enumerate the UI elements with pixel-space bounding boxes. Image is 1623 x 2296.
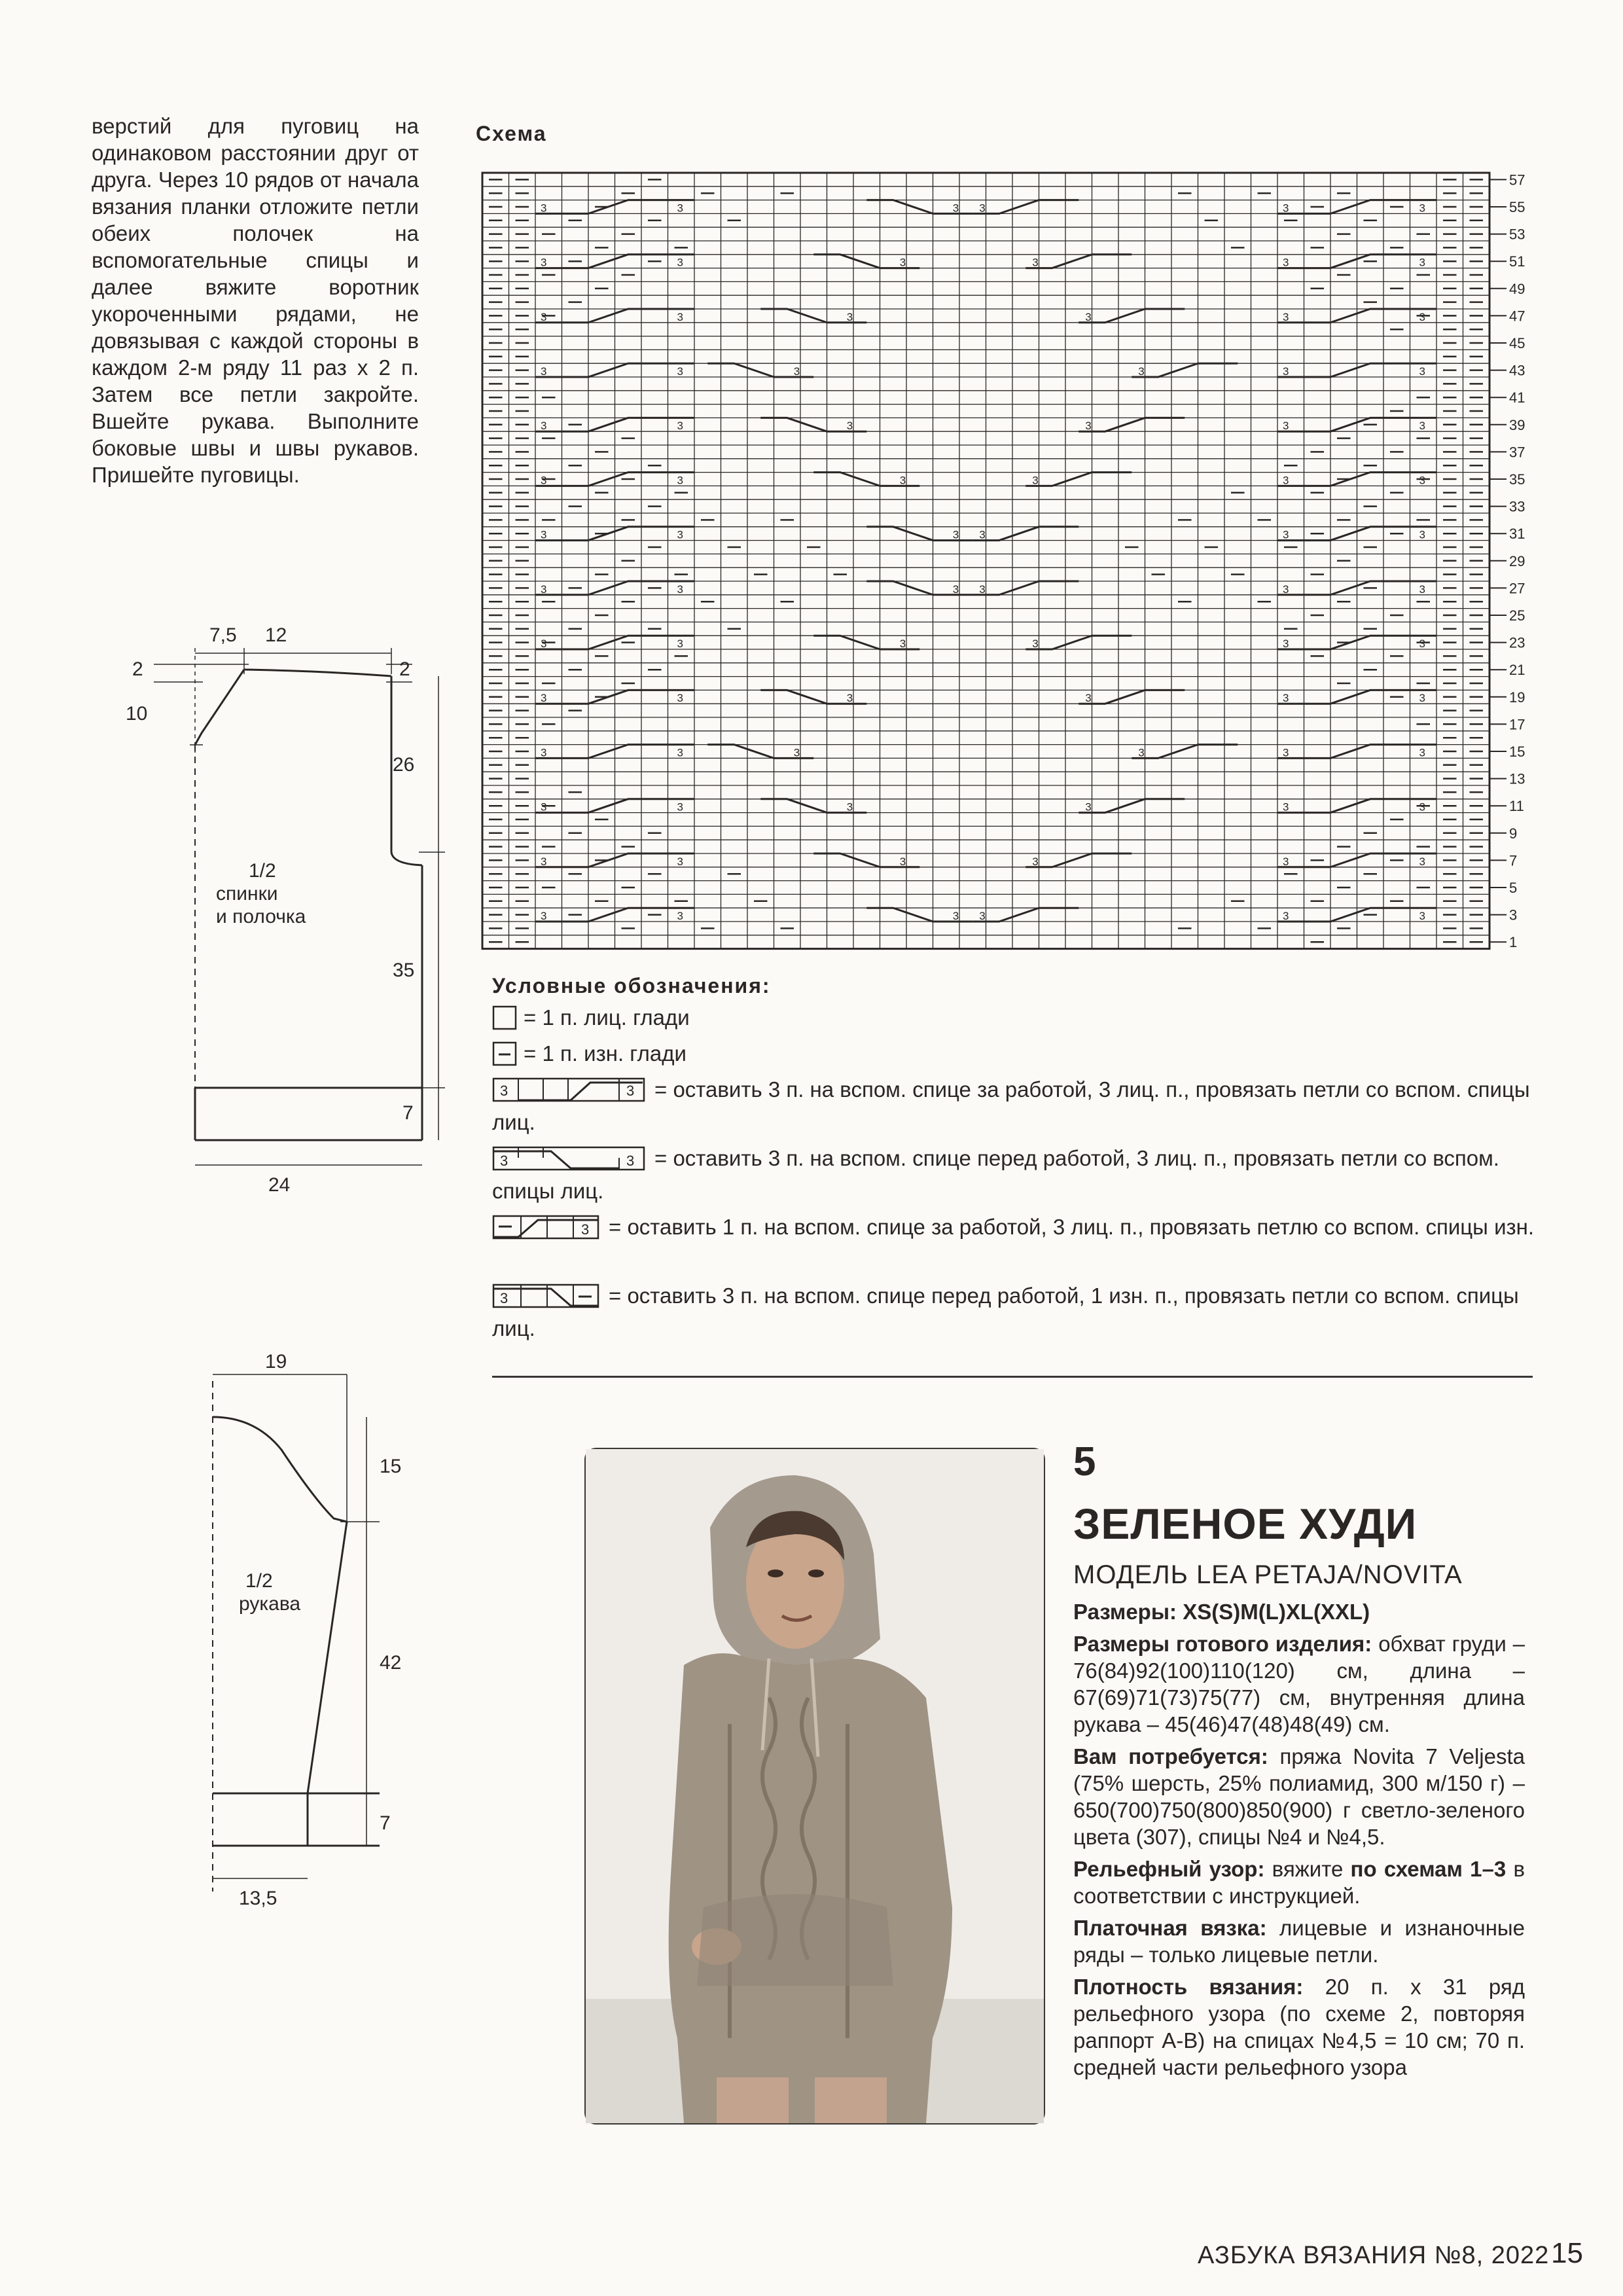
cable-count-label: 3 [1419,746,1425,759]
cable-count-label: 3 [677,746,683,759]
cable-count-label: 3 [1283,202,1289,215]
cable-count-label: 3 [952,528,959,541]
cable-count-label: 3 [1085,420,1092,433]
cable-count-label: 3 [1419,474,1425,487]
legend-item-cable-purl-back: 3 = оставить 1 п. на вспом. спице за работой, 3 лиц. п., провязать петлю со вспом. спицы изн. [492,1211,1539,1244]
svg-text:3: 3 [500,1290,508,1306]
row-number: 19 [1509,689,1525,706]
cable-count-label: 3 [541,310,547,323]
cable-count-label: 3 [899,855,906,868]
cable-count-label: 3 [846,310,853,323]
svg-text:3: 3 [581,1221,590,1238]
cable-count-label: 3 [677,420,683,433]
page-number: 15 [1551,2237,1583,2269]
sleeve-pattern-diagram [183,1351,445,1931]
row-number: 39 [1509,416,1525,433]
body-pattern-diagram [111,602,438,1217]
cable-count-label: 3 [1283,256,1289,269]
diamond-cable-right [972,908,1079,922]
diamond-cable-right [1026,255,1132,268]
cable-count-label: 3 [899,637,906,650]
model-in-hoodie-image [586,1449,1044,2123]
cable-count-label: 3 [1283,692,1289,705]
row-number: 21 [1509,662,1525,679]
cable-count-label: 3 [541,202,547,215]
cable-count-label: 3 [541,746,547,759]
row-number: 37 [1509,444,1525,461]
dim-15: 15 [380,1456,402,1477]
row-number: 53 [1509,226,1525,243]
cable-count-label: 3 [541,692,547,705]
cable-count-label: 3 [1138,746,1145,759]
cable-count-label: 3 [952,202,959,215]
cable-count-label: 3 [677,583,683,596]
row-number: 57 [1509,171,1525,188]
intro-paragraph: верстий для пуговиц на одинаковом расстоянии друг от друга. Через 10 рядов от начала вязания планки отложите петли обеих полочек на вспомогательные спицы и далее вяжите воротник укороченными рядами, не довязывая с каждой стороны в каждом 2-м ряду 11 раз x 2 п. Затем все петли закройте. Вшейте рукава. Выполните боковые швы и швы рукавов. Пришейте пуговицы. [92,114,419,487]
sleeve-label-2: рукава [239,1593,301,1615]
cable-count-label: 3 [1283,365,1289,378]
cable-count-label: 3 [1419,202,1425,215]
cable-count-label: 3 [1283,746,1289,759]
row-number: 1 [1509,934,1518,951]
row-number: 5 [1509,880,1518,896]
cable-count-label: 3 [1283,637,1289,650]
cable-count-label: 3 [541,474,547,487]
cable-count-label: 3 [1283,910,1289,922]
cable-count-label: 3 [1419,256,1425,269]
cable-count-label: 3 [1419,910,1425,922]
row-number: 41 [1509,389,1525,406]
cable-count-label: 3 [541,365,547,378]
cable-count-label: 3 [541,855,547,868]
cable-3-1-front-icon [492,1282,603,1308]
row-number: 7 [1509,852,1518,869]
cable-count-label: 3 [677,855,683,868]
row-number: 45 [1509,335,1525,351]
row-number: 11 [1509,798,1524,815]
diamond-cable-right [1026,636,1132,649]
cable-count-label: 3 [979,528,986,541]
cable-count-label: 3 [1419,310,1425,323]
cable-count-label: 3 [1032,637,1039,650]
svg-text:3: 3 [500,1083,508,1099]
cable-count-label: 3 [952,910,959,922]
row-number: 3 [1509,906,1518,924]
cable-count-label: 3 [1283,528,1289,541]
cable-count-label: 3 [541,256,547,269]
svg-text:3: 3 [626,1153,635,1169]
cable-count-label: 3 [793,365,800,378]
sleeve-label-1: 1/2 [245,1570,273,1592]
cable-count-label: 3 [1283,583,1289,596]
garter-paragraph: Платочная вязка: лицевые и изнаночные ряды – только лицевые петли. [1073,1916,1525,1967]
cable-count-label: 3 [899,256,906,269]
row-number: 33 [1509,498,1525,515]
diamond-cable-right [1132,745,1238,759]
cable-count-label: 3 [677,528,683,541]
article-model: МОДЕЛЬ LEA PETAJA/NOVITA [1073,1560,1463,1589]
row-number: 43 [1509,362,1525,379]
dim-19: 19 [265,1351,287,1372]
purl-stitch-icon [492,1040,518,1066]
article-title: ЗЕЛЕНОЕ ХУДИ [1073,1499,1418,1548]
cable-count-label: 3 [1032,256,1039,269]
dim-12: 12 [265,624,287,646]
diamond-cable-right [1132,363,1238,377]
dim-42: 42 [380,1652,402,1674]
cable-count-label: 3 [793,746,800,759]
row-number: 17 [1509,716,1525,733]
cable-count-label: 3 [677,310,683,323]
row-number: 23 [1509,634,1525,651]
knit-stitch-icon [492,1004,518,1030]
dim-10: 10 [126,703,148,725]
legend-item-purl: = 1 п. изн. глади [492,1037,1539,1070]
cable-count-label: 3 [846,420,853,433]
row-number: 15 [1509,744,1525,760]
cable-count-label: 3 [677,365,683,378]
cable-count-label: 3 [1085,800,1092,814]
svg-text:3: 3 [626,1083,635,1099]
dim-7: 7 [402,1102,414,1124]
body-label-2: спинки [216,883,278,905]
dim-13-5: 13,5 [239,1888,277,1909]
cable-count-label: 3 [677,256,683,269]
cable-count-label: 3 [677,800,683,814]
gauge-paragraph: Плотность вязания: 20 п. x 31 ряд рельефного узора (по схеме 2, повторяя раппорт A-B) на спицах №4,5 = 10 см; 70 п. средней части рельефного узора [1073,1975,1525,2079]
cable-count-label: 3 [677,474,683,487]
cable-count-label: 3 [1283,855,1289,868]
diamond-cable-right [1079,799,1185,813]
cable-count-label: 3 [1419,528,1425,541]
diamond-cable-right [972,200,1079,214]
cable-3-3-front-icon [492,1145,649,1171]
cable-count-label: 3 [979,583,986,596]
dim-7-5: 7,5 [209,624,237,646]
svg-text:3: 3 [500,1153,508,1169]
cable-3-3-back-icon [492,1076,649,1102]
legend-item-cable-back: 3 3 = оставить 3 п. на вспом. спице за работой, 3 лиц. п., провязать петли со вспом. спицы лиц. [492,1077,1530,1134]
row-number: 49 [1509,280,1525,297]
dim-24: 24 [268,1174,291,1196]
cable-count-label: 3 [677,637,683,650]
cable-count-label: 3 [541,800,547,814]
row-number: 29 [1509,552,1525,569]
finished-size-paragraph: Размеры готового изделия: обхват груди – 76(84)92(100)110(120) см, длина – 67(69)71(73)75(77) см, внутренняя длина рукава – 45(46)47(48)48(49) см. [1073,1632,1525,1736]
cable-count-label: 3 [677,692,683,705]
legend-item-cable-front: 3 3 = оставить 3 п. на вспом. спице перед работой, 3 лиц. п., провязать петли со вспом. спицы лиц. [492,1146,1499,1203]
sizes-paragraph: Размеры: XS(S)M(L)XL(XXL) [1073,1600,1370,1624]
cable-count-label: 3 [677,202,683,215]
cable-count-label: 3 [1283,310,1289,323]
legend-item-knit: = 1 п. лиц. глади [492,1001,1539,1034]
knitting-chart [482,171,1523,957]
cable-count-label: 3 [1419,583,1425,596]
section-divider [492,1376,1533,1378]
row-number: 47 [1509,308,1525,325]
magazine-footer: АЗБУКА ВЯЗАНИЯ №8, 2022 [1198,2242,1550,2269]
cable-count-label: 3 [1283,420,1289,433]
row-number: 35 [1509,471,1525,488]
row-number: 25 [1509,607,1525,624]
article-number: 5 [1073,1439,1096,1484]
cable-count-label: 3 [1419,637,1425,650]
row-number: 27 [1509,580,1525,597]
cable-count-label: 3 [541,910,547,922]
cable-count-label: 3 [1419,692,1425,705]
row-number: 51 [1509,253,1525,270]
cable-count-label: 3 [541,528,547,541]
cable-count-label: 3 [541,637,547,650]
legend-item-cable-purl-front: 3 = оставить 3 п. на вспом. спице перед работой, 1 изн. п., провязать петли со вспом. спицы лиц. [492,1283,1519,1340]
body-label-1: 1/2 [249,860,276,882]
cable-count-label: 3 [1419,365,1425,378]
diamond-cable-right [972,581,1079,595]
dim-2-right: 2 [399,658,410,680]
cable-count-label: 3 [1419,420,1425,433]
row-numbers [1489,171,1525,950]
dim-26: 26 [393,754,415,776]
diamond-cable-right [1079,418,1185,431]
cable-count-label: 3 [846,692,853,705]
cable-count-label: 3 [979,202,986,215]
diamond-cable-right [1079,690,1185,704]
diamond-cable-right [1079,309,1185,323]
schema-title: Схема [476,122,547,145]
diamond-cable-right [1026,853,1132,867]
dim-2-left: 2 [132,658,143,680]
cable-count-label: 3 [1032,855,1039,868]
body-label-3: и полочка [216,906,306,927]
cable-count-label: 3 [952,583,959,596]
cable-count-label: 3 [541,583,547,596]
cable-count-label: 3 [677,910,683,922]
cable-1-3-back-icon [492,1213,603,1240]
cable-count-label: 3 [1032,474,1039,487]
hoodie-photo [584,1448,1045,2125]
cable-count-label: 3 [979,910,986,922]
row-number: 31 [1509,526,1525,543]
row-number: 55 [1509,199,1525,215]
cable-count-label: 3 [1419,800,1425,814]
cable-count-label: 3 [846,800,853,814]
row-number: 13 [1509,770,1525,787]
materials-paragraph: Вам потребуется: пряжа Novita 7 Veljesta (75% шерсть, 25% полиамид, 300 м/150 г) – 650(700)750(800)850(900) г светло-зеленого цвета (307), спицы №4 и №4,5. [1073,1744,1525,1849]
legend-title: Условные обозначения: [492,974,771,997]
diamond-cable-right [972,527,1079,541]
cable-count-label: 3 [1085,310,1092,323]
cable-count-label: 3 [899,474,906,487]
cable-count-label: 3 [1283,800,1289,814]
relief-paragraph: Рельефный узор: вяжите по схемам 1–3 в соответствии с инструкцией. [1073,1857,1525,1908]
article-body [1073,1598,1525,2086]
cable-count-label: 3 [1283,474,1289,487]
cable-count-label: 3 [1085,692,1092,705]
cable-count-label: 3 [541,420,547,433]
dim-7-sleeve: 7 [380,1812,391,1834]
diamond-cable-right [1026,473,1132,486]
cable-count-label: 3 [1419,855,1425,868]
cable-count-label: 3 [1138,365,1145,378]
row-number: 9 [1509,825,1518,842]
dim-35: 35 [393,960,415,981]
